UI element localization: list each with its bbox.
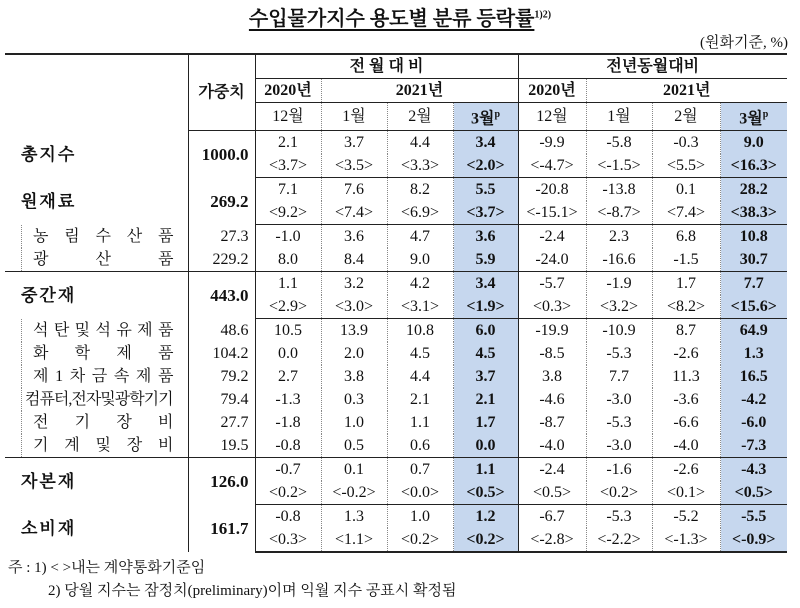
yoy-value: -1.5 [652,248,720,272]
yoy-value: -5.5 [720,505,787,529]
sub-row [5,342,787,365]
row-label [5,178,188,225]
row-weight: 126.0 [188,458,255,505]
mom-value: 4.4 [387,365,453,388]
mom-value: 3.7 [453,365,518,388]
mom-value: 3.8 [321,365,387,388]
mom-value: 3.7 [321,131,387,155]
yoy-value: -4.3 [720,458,787,482]
sub-row [5,225,787,249]
yoy-value: 10.8 [720,225,787,249]
table-row [5,458,787,482]
sub-row [5,319,787,343]
yoy-contract-value: <-1.5> [586,154,652,178]
mom-contract-value: <3.7> [255,154,321,178]
sub-row-weight: 27.3 [188,225,255,249]
yoy-value: -8.7 [518,411,586,434]
yoy-value: -9.9 [518,131,586,155]
mom-value: 0.1 [321,458,387,482]
yoy-value: 64.9 [720,319,787,343]
mom-contract-value: <1.9> [453,295,518,319]
row-label [5,505,188,553]
yoy-value: -3.6 [652,388,720,411]
header-year: 2020년 [255,79,321,103]
yoy-value: -3.0 [586,388,652,411]
yoy-contract-value: <0.5> [720,481,787,505]
yoy-contract-value: <-2.2> [586,528,652,552]
header-weight: 가중치 [188,54,255,131]
yoy-value: -2.6 [652,458,720,482]
mom-value: 3.2 [321,272,387,296]
mom-value: 1.1 [453,458,518,482]
mom-value: 4.4 [387,131,453,155]
sub-row-label: 컴퓨터,전자및광학기기 [5,388,188,411]
header-month: 12월 [255,103,321,131]
sub-row-weight: 27.7 [188,411,255,434]
import-price-table [5,53,787,553]
yoy-contract-value: <7.4> [652,201,720,225]
yoy-value: -8.5 [518,342,586,365]
yoy-value: -1.6 [586,458,652,482]
mom-value: 1.1 [255,272,321,296]
mom-value: 9.0 [387,248,453,272]
mom-value: 3.6 [321,225,387,249]
unit-label: (원화기준, %) [700,35,788,51]
sub-row-label: 기 계 및 장 비 [5,434,188,458]
yoy-contract-value: <0.3> [518,295,586,319]
yoy-contract-value: <3.2> [586,295,652,319]
mom-value: 1.7 [453,411,518,434]
mom-value: 0.6 [387,434,453,458]
mom-value: 1.0 [321,411,387,434]
mom-value: 8.2 [387,178,453,202]
mom-value: -0.8 [255,505,321,529]
sub-row [5,248,787,272]
header-month: 3월$^p$ [720,103,787,131]
yoy-contract-value: <-2.8> [518,528,586,552]
mom-value: -0.8 [255,434,321,458]
table-row [5,272,787,296]
row-label [5,131,188,178]
mom-value: 7.6 [321,178,387,202]
yoy-contract-value: <38.3> [720,201,787,225]
mom-contract-value: <7.4> [321,201,387,225]
mom-contract-value: <9.2> [255,201,321,225]
header-year: 2021년 [321,79,518,103]
yoy-contract-value: <-0.9> [720,528,787,552]
mom-contract-value: <6.9> [387,201,453,225]
mom-contract-value: <0.2> [255,481,321,505]
sub-row [5,411,787,434]
mom-value: 4.2 [387,272,453,296]
yoy-value: -7.3 [720,434,787,458]
yoy-value: -5.3 [586,342,652,365]
mom-value: 4.5 [453,342,518,365]
mom-contract-value: <2.9> [255,295,321,319]
mom-value: 10.8 [387,319,453,343]
mom-value: 0.5 [321,434,387,458]
mom-contract-value: <3.1> [387,295,453,319]
yoy-value: -5.2 [652,505,720,529]
sub-row-label: 광 산 품 [5,248,188,272]
yoy-value: 7.7 [720,272,787,296]
sub-row-weight: 19.5 [188,434,255,458]
yoy-value: -6.0 [720,411,787,434]
mom-contract-value: <3.5> [321,154,387,178]
yoy-value: 11.3 [652,365,720,388]
yoy-contract-value: <0.1> [652,481,720,505]
yoy-value: -4.6 [518,388,586,411]
header-year: 2021년 [586,79,787,103]
sub-row-label: 제 1 차 금 속 제 품 [5,365,188,388]
mom-contract-value: <0.3> [255,528,321,552]
yoy-value: -4.2 [720,388,787,411]
mom-value: 5.5 [453,178,518,202]
row-weight: 1000.0 [188,131,255,178]
footnote-1: 주 : 1) < >내는 계약통화기준임 [8,560,206,576]
header-mom: 전 월 대 비 [255,54,518,79]
row-label [5,458,188,505]
yoy-value: -6.7 [518,505,586,529]
yoy-value: -2.4 [518,225,586,249]
mom-contract-value: <0.2> [453,528,518,552]
yoy-value: -6.6 [652,411,720,434]
mom-contract-value: <0.2> [387,528,453,552]
yoy-value: 8.7 [652,319,720,343]
yoy-value: -2.4 [518,458,586,482]
mom-contract-value: <0.5> [453,481,518,505]
header-month: 2월 [387,103,453,131]
sub-row [5,434,787,458]
mom-value: 3.4 [453,131,518,155]
sub-row-label: 화 학 제 품 [5,342,188,365]
yoy-value: 6.8 [652,225,720,249]
sub-row-weight: 48.6 [188,319,255,343]
mom-value: 3.6 [453,225,518,249]
header-month: 2월 [652,103,720,131]
mom-value: 0.0 [453,434,518,458]
mom-value: 8.4 [321,248,387,272]
yoy-value: -16.6 [586,248,652,272]
yoy-value: 3.8 [518,365,586,388]
yoy-value: -5.3 [586,505,652,529]
mom-value: 5.9 [453,248,518,272]
mom-value: 0.3 [321,388,387,411]
table-row [5,178,787,202]
header-month: 1월 [321,103,387,131]
sub-row-weight: 229.2 [188,248,255,272]
yoy-value: 7.7 [586,365,652,388]
row-label-text: 자본재 [21,472,77,492]
mom-value: 10.5 [255,319,321,343]
row-label-text: 중간재 [21,286,77,306]
mom-value: 8.0 [255,248,321,272]
mom-value: -0.7 [255,458,321,482]
mom-value: 4.5 [387,342,453,365]
mom-contract-value: <-0.2> [321,481,387,505]
row-label-text: 원재료 [21,191,77,211]
table-row [5,505,787,529]
yoy-value: -2.6 [652,342,720,365]
mom-value: 2.7 [255,365,321,388]
sub-row [5,365,787,388]
mom-value: 2.0 [321,342,387,365]
yoy-value: -5.3 [586,411,652,434]
sub-row-label: 농 림 수 산 품 [5,225,188,249]
mom-value: 1.0 [387,505,453,529]
mom-value: 1.2 [453,505,518,529]
yoy-contract-value: <-1.3> [652,528,720,552]
yoy-value: -1.9 [586,272,652,296]
table-title: 수입물가지수 용도별 분류 등락률$^{1)2)}$ [248,8,552,30]
yoy-value: 16.5 [720,365,787,388]
mom-value: 7.1 [255,178,321,202]
mom-value: 0.7 [387,458,453,482]
yoy-contract-value: <0.5> [518,481,586,505]
yoy-value: -20.8 [518,178,586,202]
yoy-value: -0.3 [652,131,720,155]
mom-value: 4.7 [387,225,453,249]
yoy-value: -4.0 [652,434,720,458]
mom-contract-value: <2.0> [453,154,518,178]
yoy-contract-value: <0.2> [586,481,652,505]
mom-value: 3.4 [453,272,518,296]
yoy-contract-value: <-8.7> [586,201,652,225]
row-weight: 443.0 [188,272,255,319]
footnote-2: 2) 당월 지수는 잠정치(preliminary)이며 익월 지수 공표시 확정됨 [48,583,457,599]
mom-value: 1.1 [387,411,453,434]
header-blank [5,54,188,131]
yoy-value: 30.7 [720,248,787,272]
header-year: 2020년 [518,79,586,103]
mom-value: 1.3 [321,505,387,529]
mom-value: -1.0 [255,225,321,249]
yoy-value: -19.9 [518,319,586,343]
table-row [5,131,787,155]
mom-value: 0.0 [255,342,321,365]
row-weight: 161.7 [188,505,255,553]
sub-row-weight: 104.2 [188,342,255,365]
header-yoy: 전년동월대비 [518,54,787,79]
mom-value: -1.3 [255,388,321,411]
yoy-value: 0.1 [652,178,720,202]
mom-contract-value: <0.0> [387,481,453,505]
yoy-value: -3.0 [586,434,652,458]
yoy-value: -5.7 [518,272,586,296]
yoy-value: -13.8 [586,178,652,202]
mom-value: 2.1 [387,388,453,411]
yoy-contract-value: <-15.1> [518,201,586,225]
sub-row [5,388,787,411]
yoy-contract-value: <15.6> [720,295,787,319]
sub-row-weight: 79.4 [188,388,255,411]
mom-value: 13.9 [321,319,387,343]
row-weight: 269.2 [188,178,255,225]
mom-value: 6.0 [453,319,518,343]
header-month: 1월 [586,103,652,131]
mom-contract-value: <3.3> [387,154,453,178]
sub-row-weight: 79.2 [188,365,255,388]
yoy-contract-value: <-4.7> [518,154,586,178]
row-label [5,272,188,319]
sub-row-label: 석 탄 및 석 유 제 품 [5,319,188,343]
mom-value: 2.1 [255,131,321,155]
sub-row-label: 전 기 장 비 [5,411,188,434]
yoy-contract-value: <5.5> [652,154,720,178]
yoy-value: -24.0 [518,248,586,272]
yoy-value: 1.7 [652,272,720,296]
yoy-value: 9.0 [720,131,787,155]
row-label-text: 총지수 [21,144,77,164]
yoy-value: 2.3 [586,225,652,249]
yoy-contract-value: <8.2> [652,295,720,319]
yoy-value: -10.9 [586,319,652,343]
mom-contract-value: <3.7> [453,201,518,225]
yoy-value: -5.8 [586,131,652,155]
mom-value: -1.8 [255,411,321,434]
yoy-value: -4.0 [518,434,586,458]
yoy-value: 28.2 [720,178,787,202]
yoy-value: 1.3 [720,342,787,365]
header-month: 3월$^p$ [453,103,518,131]
header-month: 12월 [518,103,586,131]
mom-contract-value: <1.1> [321,528,387,552]
row-label-text: 소비재 [21,519,77,539]
mom-value: 2.1 [453,388,518,411]
mom-contract-value: <3.0> [321,295,387,319]
yoy-contract-value: <16.3> [720,154,787,178]
